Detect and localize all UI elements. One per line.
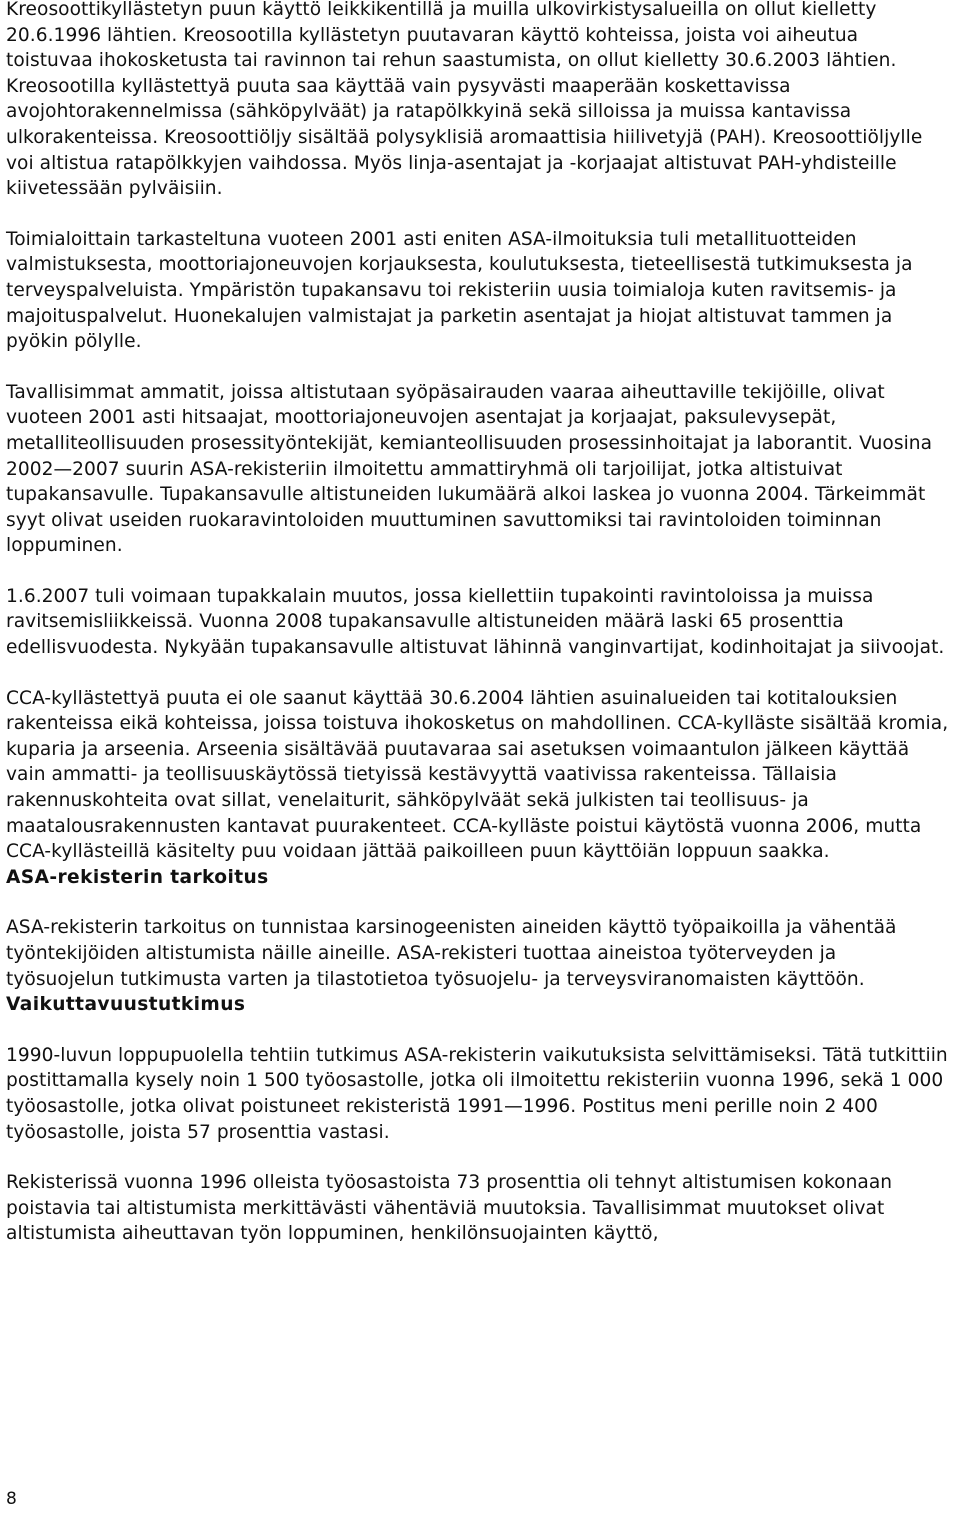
- paragraph-creosote: Kreosoottikyllästetyn puun käyttö leikkikentillä ja muilla ulkovirkistysalueilla on ollut kielletty 20.6.1996 lähtien. Kreosootilla kyllästetyn puutavaran käyttö kohteissa, joista voi aiheutua toistuvaa ihokosketusta tai ravinnon tai rehun saastumista, on ollut kielletty 30.6.2003 lähtien. Kreosootilla kyllästettyä puuta saa käyttää vain pysyvästi maaperään koskettavissa avojohtorakennelmissa (sähköpylväät) ja ratapölkkyinä sekä silloissa ja muissa kantavissa ulkorakenteissa. Kreosoottiöljy sisältää polysyklisiä aromaattisia hiilivetyjä (PAH). Kreosoottiöljylle voi altistua ratapölkkyjen vaihdossa. Myös linja-asentajat ja -korjaajat altistuvat PAH-yhdisteille kiivetessään pylväisiin.: [6, 0, 923, 200]
- document-page: [6, 0, 950, 1247]
- page-number: 8: [6, 1489, 17, 1509]
- paragraph-tobacco-law: 1.6.2007 tuli voimaan tupakkalain muutos, jossa kiellettiin tupakointi ravintoloissa ja muissa ravitsemisliikkeissä. Vuonna 2008 tupakansavulle altistuneiden määrä laski 65 prosenttia edellisvuodesta. Nykyään tupakansavulle altistuvat lähinnä vanginvartijat, kodinhoitajat ja siivoojat.: [6, 585, 945, 659]
- paragraph-cca: CCA-kyllästettyä puuta ei ole saanut käyttää 30.6.2004 lähtien asuinalueiden tai kotitalouksien rakenteissa eikä kohteissa, joissa toistuva ihokosketus on mahdollinen. CCA-kylläste sisältää kromia, kuparia ja arseenia. Arseenia sisältävää puutavaraa sai asetuksen voimaantulon jälkeen käyttää vain ammatti- ja teollisuuskäytössä tietyissä kestävyyttä vaativissa rakenteissa. Tällaisia rakennuskohteita ovat sillat, venelaiturit, sähköpylväät sekä julkisten tai teollisuus- ja maatalousrakennusten kantavat puurakenteet. CCA-kylläste poistui käytöstä vuonna 2006, mutta CCA-kyllästeillä käsitelty puu voidaan jättää paikoilleen puun käyttöiän loppuun saakka.: [6, 687, 949, 863]
- section-heading-purpose: ASA-rekisterin tarkoitus: [6, 866, 269, 888]
- paragraph-study-method: 1990-luvun loppupuolella tehtiin tutkimus ASA-rekisterin vaikutuksista selvittämiseksi. Tätä tutkittiin postittamalla kysely noin 1 500 työosastolle, jotka oli ilmoitettu rekisteriin vuonna 1996, sekä 1 000 työosastolle, jotka olivat poistuneet rekisteristä 1991—1996. Postitus meni perille noin 2 400 työosastolle, joista 57 prosenttia vastasi.: [6, 1044, 948, 1143]
- paragraph-industries: Toimialoittain tarkasteltuna vuoteen 2001 asti eniten ASA-ilmoituksia tuli metallituotteiden valmistuksesta, moottoriajoneuvojen korjauksesta, koulutuksesta, tieteellisestä tutkimuksesta ja terveyspalveluista. Ympäristön tupakansavu toi rekisteriin uusia toimialoja kuten ravitsemis- ja majoituspalvelut. Huonekalujen valmistajat ja parketin asentajat ja hiojat altistuvat tammen ja pyökin pölylle.: [6, 228, 913, 353]
- paragraph-occupations: Tavallisimmat ammatit, joissa altistutaan syöpäsairauden vaaraa aiheuttaville tekijöille, olivat vuoteen 2001 asti hitsaajat, moottoriajoneuvojen asentajat ja korjaajat, paksulevysepät, metalliteollisuuden prosessityöntekijät, kemianteollisuuden prosessinhoitajat ja laborantit. Vuosina 2002—2007 suurin ASA-rekisteriin ilmoitettu ammattiryhmä oli tarjoilijat, jotka altistuivat tupakansavulle. Tupakansavulle altistuneiden lukumäärä alkoi laskea jo vuonna 2004. Tärkeimmät syyt olivat useiden ruokaravintoloiden muuttuminen savuttomiksi tai ravintoloiden toiminnan loppuminen.: [6, 381, 933, 557]
- paragraph-study-results: Rekisterissä vuonna 1996 olleista työosastoista 73 prosenttia oli tehnyt altistumisen kokonaan poistavia tai altistumista merkittävästi vähentäviä muutoksia. Tavallisimmat muutokset olivat altistumista aiheuttavan työn loppuminen, henkilönsuojainten käyttö,: [6, 1172, 893, 1245]
- section-heading-impact-study: Vaikuttavuustutkimus: [6, 994, 246, 1016]
- paragraph-purpose: ASA-rekisterin tarkoitus on tunnistaa karsinogeenisten aineiden käyttö työpaikoilla ja vähentää työntekijöiden altistumista näille aineille. ASA-rekisteri tuottaa aineistoa työterveyden ja työsuojelun tutkimusta varten ja tilastotietoa työsuojelu- ja terveysviranomaisten käyttöön.: [6, 917, 897, 990]
